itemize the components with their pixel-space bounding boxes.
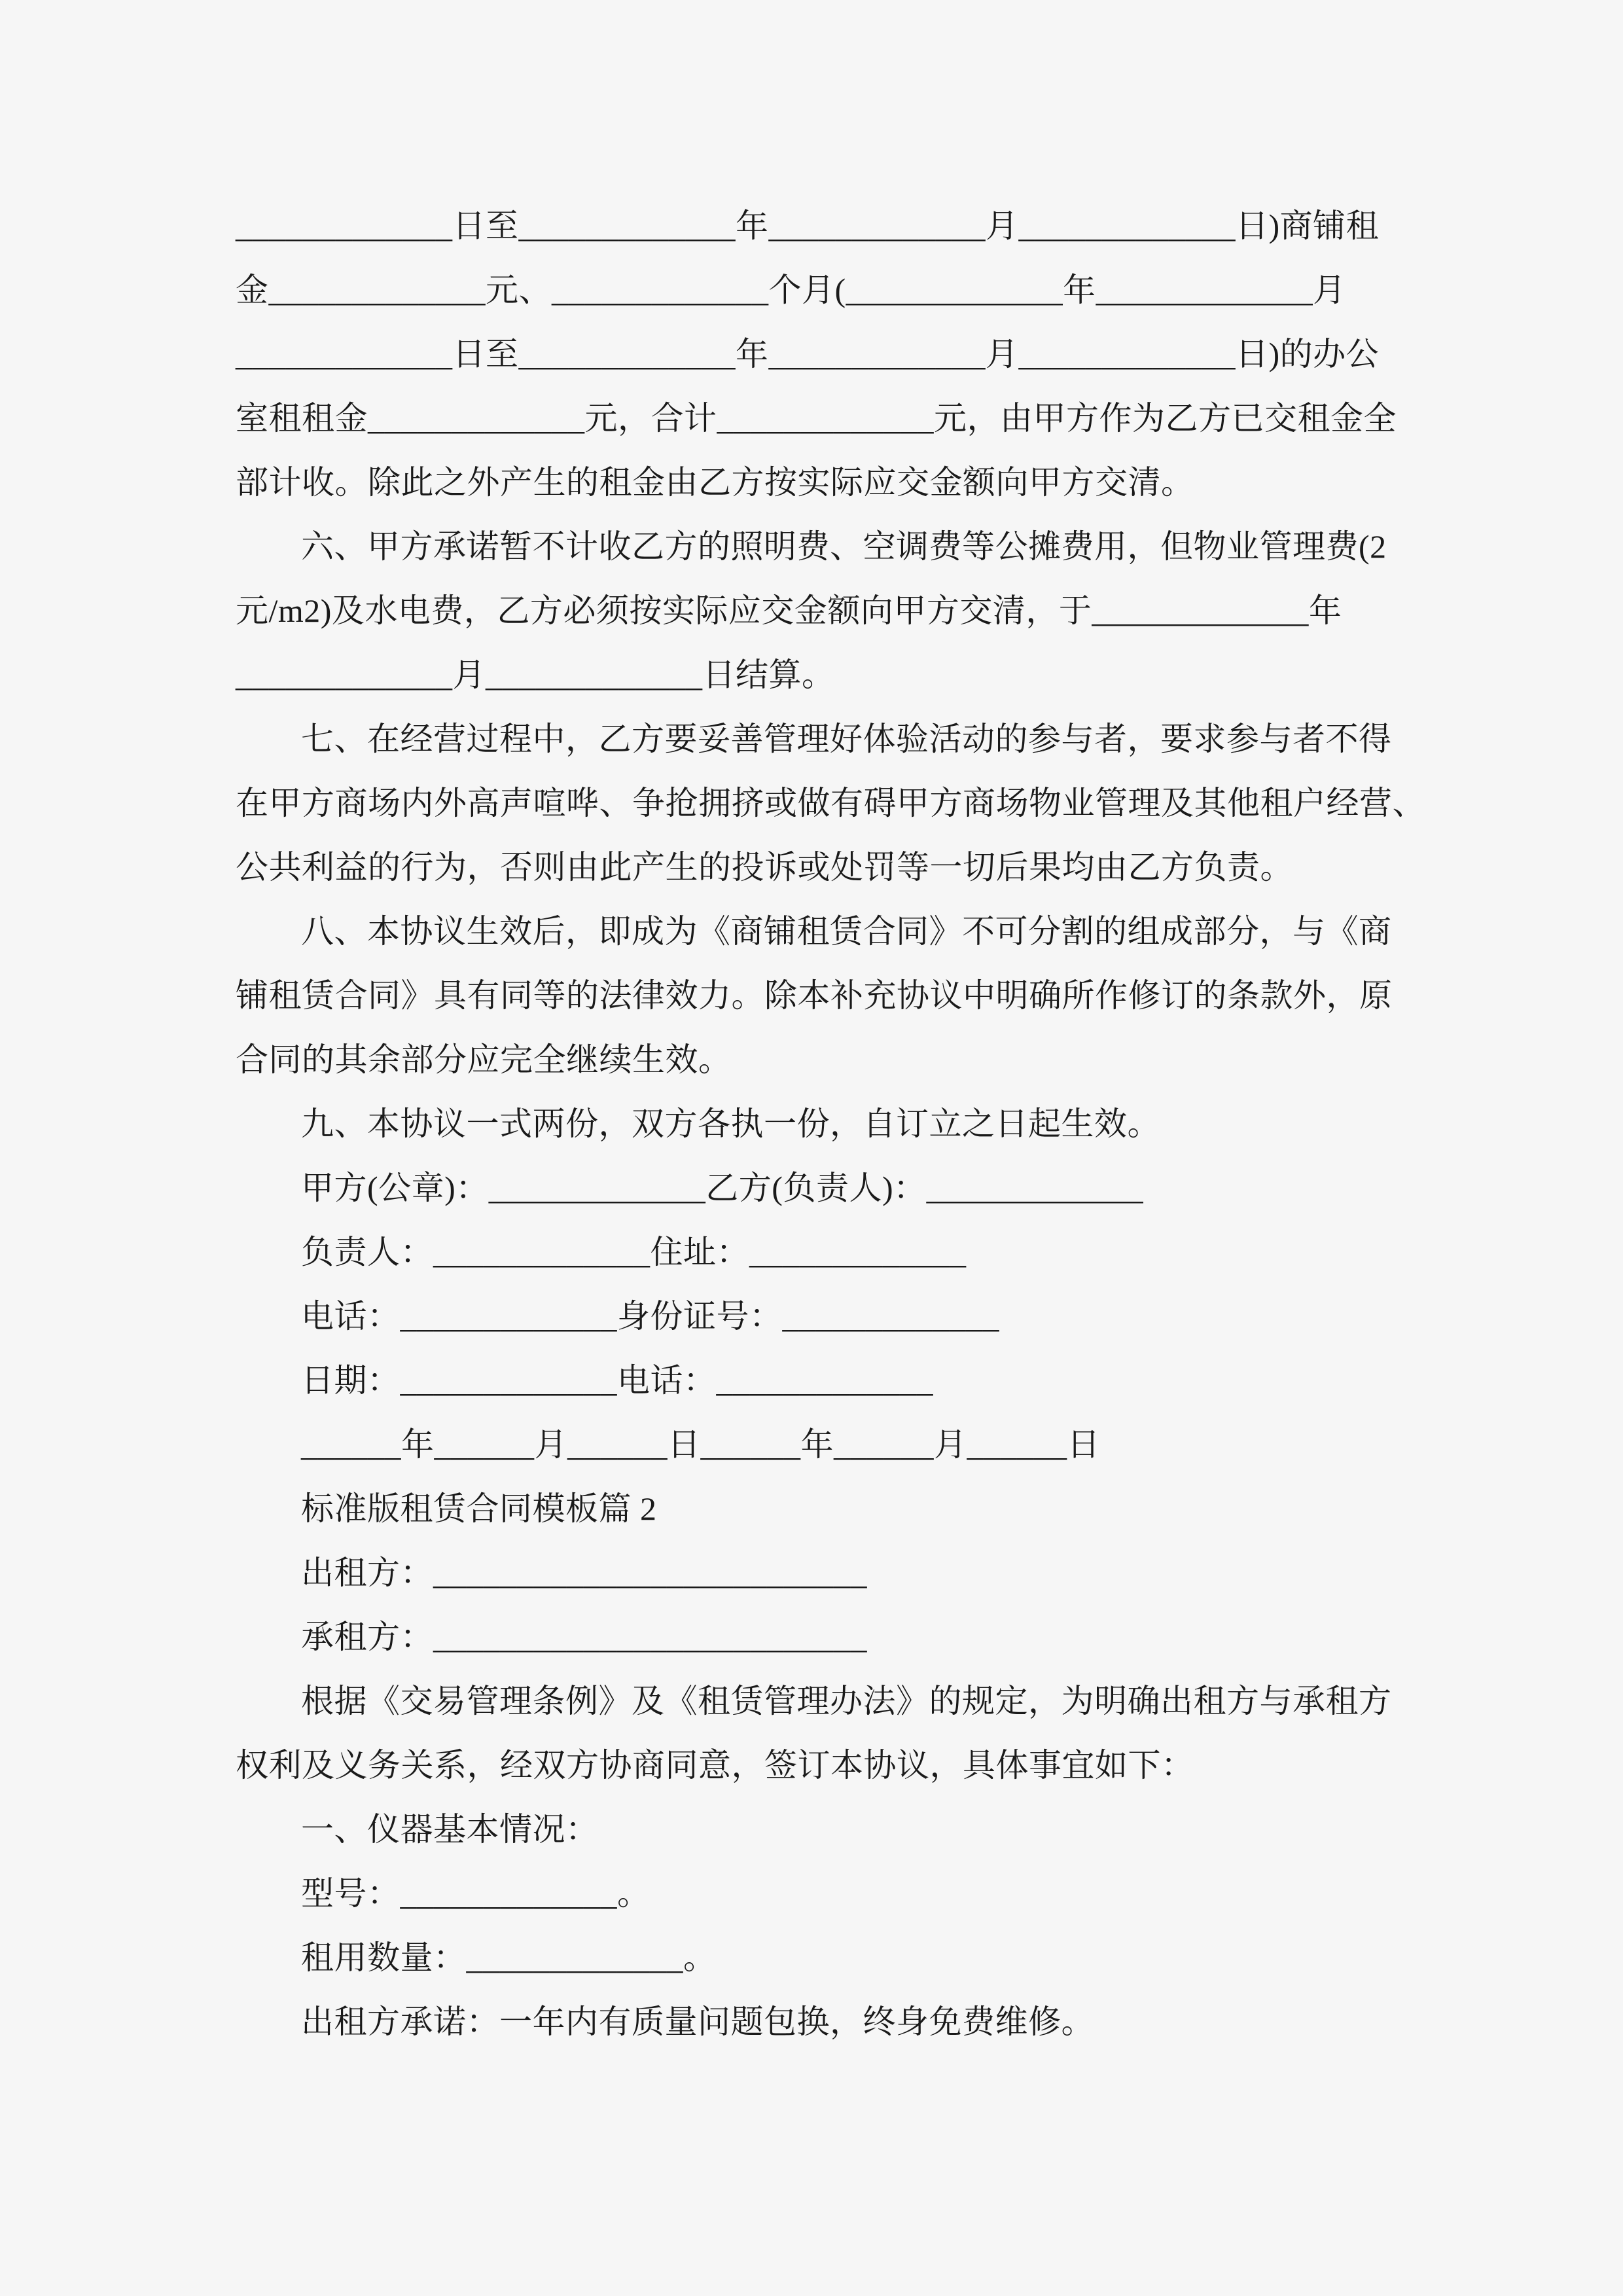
section-heading: 标准版租赁合同模板篇 2 [301,1490,657,1527]
contract-line: 日期：_____________电话：_____________ [301,1362,933,1399]
contract-line: _____________日至_____________年_____________月_____________日)商铺租 [236,207,1380,244]
contract-line: 电话：_____________身份证号：_____________ [301,1298,999,1335]
contract-line: 合同的其余部分应完全继续生效。 [236,1041,732,1078]
contract-line: _____________月_____________日结算。 [236,656,835,693]
contract-line: _____________日至_____________年_____________月_____________日)的办公 [236,336,1380,372]
contract-line: 租用数量：_____________。 [301,1939,717,1976]
contract-line: 型号：_____________。 [301,1875,651,1912]
contract-line: 金_____________元、_____________个月(_____________年_____________月 [236,272,1346,308]
contract-line: 负责人：_____________住址：_____________ [301,1234,967,1270]
contract-line: ______年______月______日______年______月______日 [301,1426,1100,1463]
contract-line: 在甲方商场内外高声喧哗、争抢拥挤或做有碍甲方商场物业管理及其他租户经营、 [236,785,1425,821]
contract-line: 六、甲方承诺暂不计收乙方的照明费、空调费等公摊费用，但物业管理费(2 [301,528,1387,565]
contract-line: 根据《交易管理条例》及《租赁管理办法》的规定，为明确出租方与承租方 [301,1683,1392,1719]
contract-line: 公共利益的行为，否则由此产生的投诉或处罚等一切后果均由乙方负责。 [236,849,1293,886]
contract-line: 承租方：__________________________ [301,1619,867,1655]
contract-line: 出租方承诺：一年内有质量问题包换，终身免费维修。 [301,2003,1094,2040]
contract-line: 铺租赁合同》具有同等的法律效力。除本补充协议中明确所作修订的条款外，原 [236,977,1393,1014]
contract-line: 室租租金_____________元，合计_____________元，由甲方作为乙方已交租金全 [236,400,1397,437]
contract-line: 出租方：__________________________ [301,1554,867,1591]
contract-line: 甲方(公章)：_____________乙方(负责人)：_____________ [301,1170,1144,1206]
contract-line: 元/m2)及水电费，乙方必须按实际应交金额向甲方交清，于_____________年 [236,592,1342,629]
contract-line: 权利及义务关系，经双方协商同意，签订本协议，具体事宜如下： [236,1747,1194,1784]
contract-line: 部计收。除此之外产生的租金由乙方按实际应交金额向甲方交清。 [236,464,1194,501]
contract-line: 九、本协议一式两份，双方各执一份，自订立之日起生效。 [301,1105,1160,1142]
contract-line: 八、本协议生效后，即成为《商铺租赁合同》不可分割的组成部分，与《商 [301,913,1392,950]
contract-line: 一、仪器基本情况： [301,1811,599,1848]
contract-line: 七、在经营过程中，乙方要妥善管理好体验活动的参与者，要求参与者不得 [301,721,1392,757]
